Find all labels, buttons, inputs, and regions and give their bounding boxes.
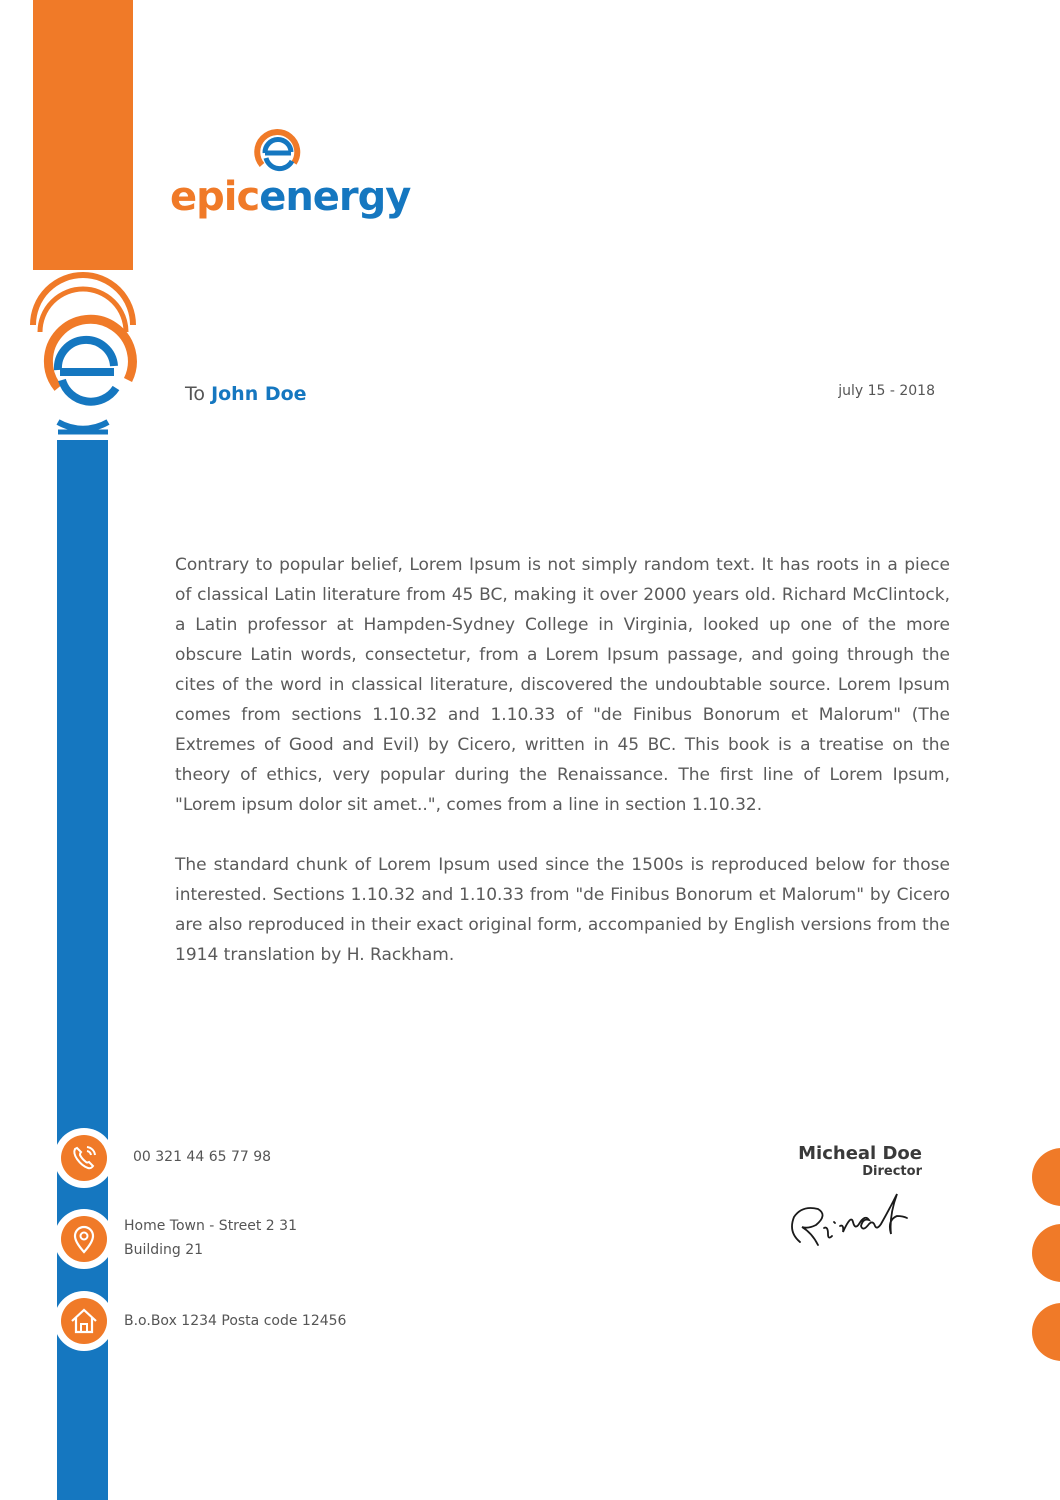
body-paragraph: Contrary to popular belief, Lorem Ipsum is not simply random text. It has roots in a piece of classical Latin literature from 45 BC, making it over 2000 years old. Richard McClintock, a Latin professor at Hampden-Sydney College in Virginia, looked up one of the more obscure Latin words, consectetur, from a Lorem Ipsum passage, and going through the cites of the word in classical literature, discovered the undoubtable source. Lorem Ipsum comes from sections 1.10.32 and 1.10.33 of "de Finibus Bonorum et Malorum" (The Extremes of Good and Evil) by Cicero, written in 45 BC. This book is a treatise on the theory of ethics, very popular during the Renaissance. The first line of Lorem Ipsum, "Lorem ipsum dolor sit amet..", comes from a line in section 1.10.32. [175, 555, 950, 815]
body-paragraph: The standard chunk of Lorem Ipsum used since the 1500s is reproduced below for those interested. Sections 1.10.32 and 1.10.33 from "de Finibus Bonorum et Malorum" by Cicero are also reproduced in their exact original form, accompanied by English versions from the 1914 translation by H. Rackham. [175, 855, 950, 965]
signer-name: Micheal Doe [798, 1143, 922, 1164]
decorative-dot [1032, 1148, 1060, 1206]
signer-block [760, 1143, 922, 1179]
letter-body [175, 550, 950, 1000]
contact-address [124, 1214, 297, 1262]
decorative-dot [1032, 1224, 1060, 1282]
phone-icon [53, 1127, 115, 1189]
recipient-line [185, 383, 307, 405]
logo-word-epic: epic [170, 174, 260, 220]
letter-date: july 15 - 2018 [838, 383, 935, 399]
recipient-name: John Doe [211, 383, 307, 405]
address-line-1: Home Town - Street 2 31 [124, 1218, 297, 1234]
contact-phone: 00 321 44 65 77 98 [133, 1149, 272, 1165]
logo-wordmark [170, 173, 410, 221]
logo-e-icon [248, 125, 308, 175]
side-emblem-icon [28, 270, 138, 440]
handwritten-signature [780, 1192, 940, 1262]
decorative-dot [1032, 1303, 1060, 1361]
location-pin-icon [53, 1208, 115, 1270]
recipient-prefix: To [185, 383, 206, 405]
logo-word-energy: energy [259, 174, 411, 220]
signer-role: Director [862, 1164, 922, 1179]
home-icon [53, 1290, 115, 1352]
side-bar-orange [33, 0, 133, 300]
address-line-2: Building 21 [124, 1242, 204, 1258]
contact-pobox: B.o.Box 1234 Posta code 12456 [124, 1313, 347, 1329]
